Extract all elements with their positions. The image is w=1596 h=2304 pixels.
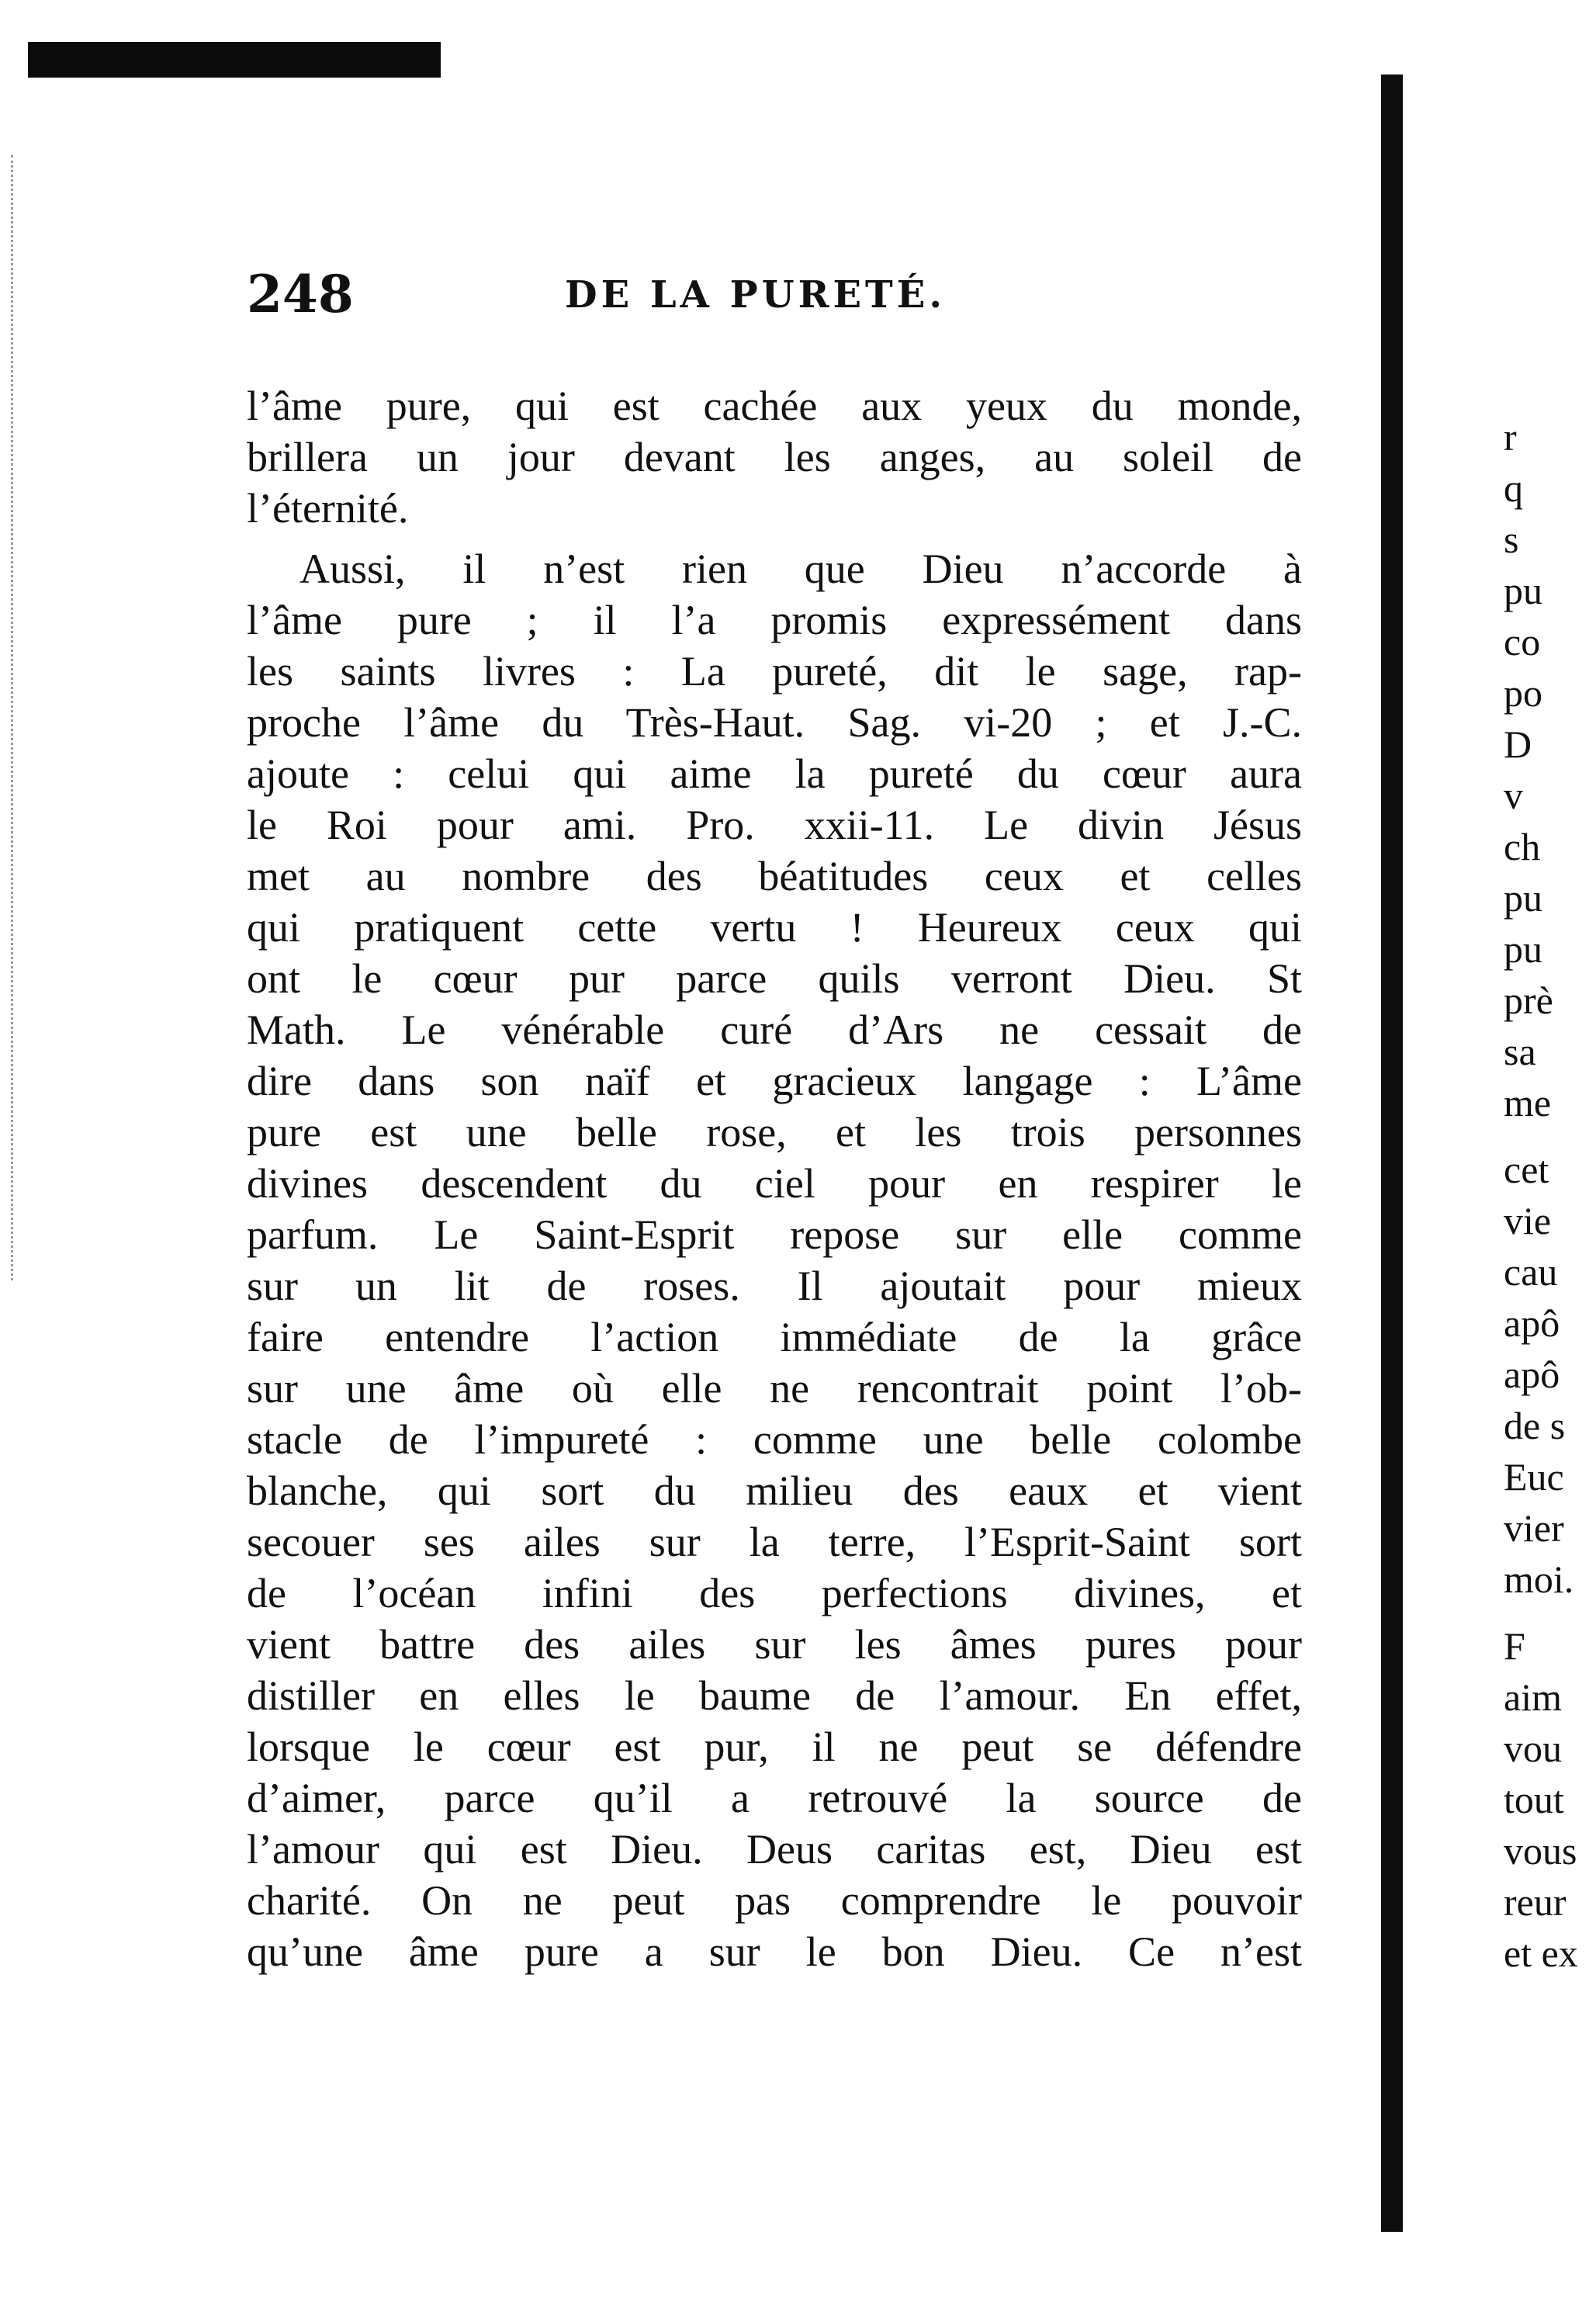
fragment-line: r	[1504, 415, 1517, 459]
paragraph-gap	[247, 534, 1302, 543]
text-line: Math. Le vénérable curé d’Ars ne cessait de	[247, 1006, 1302, 1053]
text-line: stacle de l’impureté : comme une belle colombe	[247, 1416, 1302, 1463]
text-line: ajoute : celui qui aime la pureté du cœur aura	[247, 750, 1302, 797]
fragment-line: ch	[1504, 825, 1541, 868]
text-line: l’amour qui est Dieu. Deus caritas est, Dieu est	[247, 1826, 1302, 1873]
text-line: d’aimer, parce qu’il a retrouvé la source de	[247, 1775, 1302, 1821]
text-line: proche l’âme du Très-Haut. Sag. vi-20 ; et J.-C.	[247, 699, 1302, 746]
fragment-line: D	[1504, 722, 1532, 766]
text-line: pure est une belle rose, et les trois personnes	[247, 1109, 1302, 1155]
fragment-line: vier	[1504, 1506, 1564, 1550]
text-line: vient battre des ailes sur les âmes pures pour	[247, 1621, 1302, 1668]
fragment-line: sa	[1504, 1030, 1536, 1073]
scan-edge-bar	[28, 42, 441, 78]
text-line: qui pratiquent cette vertu ! Heureux ceux qui	[247, 904, 1302, 951]
running-header	[247, 233, 1310, 326]
book-spine	[1381, 74, 1403, 2232]
text-line: l’éternité.	[247, 485, 409, 532]
facing-page-fragments	[1504, 411, 1596, 1979]
text-line: brillera un jour devant les anges, au soleil de	[247, 434, 1302, 480]
fragment-line: Euc	[1504, 1455, 1564, 1498]
fragment-gap	[1504, 1605, 1596, 1620]
text-line: met au nombre des béatitudes ceux et celles	[247, 853, 1302, 899]
text-line: dire dans son naïf et gracieux langage : L’âme	[247, 1058, 1302, 1104]
fragment-line: co	[1504, 620, 1541, 663]
text-line: faire entendre l’action immédiate de la grâce	[247, 1314, 1302, 1360]
fragment-line: aim	[1504, 1675, 1562, 1719]
book-page	[247, 233, 1310, 1975]
fragment-line: apô	[1504, 1301, 1560, 1345]
fragment-line: cet	[1504, 1148, 1549, 1191]
text-line: distiller en elles le baume de l’amour. En effet,	[247, 1672, 1302, 1719]
fragment-line: de s	[1504, 1404, 1566, 1447]
text-line: secouer ses ailes sur la terre, l’Esprit-Saint sort	[247, 1519, 1302, 1565]
fragment-line: moi.	[1504, 1557, 1574, 1601]
text-line: lorsque le cœur est pur, il ne peut se défendre	[247, 1724, 1302, 1770]
text-line: les saints livres : La pureté, dit le sage, rap-	[247, 648, 1302, 695]
fragment-line: reur	[1504, 1880, 1567, 1924]
text-line: de l’océan infini des perfections divines, et	[247, 1570, 1302, 1616]
text-line: parfum. Le Saint-Esprit repose sur elle comme	[247, 1211, 1302, 1258]
fragment-line: cau	[1504, 1250, 1558, 1294]
text-line: l’âme pure ; il l’a promis expressément dans	[247, 597, 1302, 643]
fragment-line: pu	[1504, 569, 1542, 612]
fragment-line: vie	[1504, 1199, 1552, 1242]
fragment-line: vou	[1504, 1727, 1562, 1770]
fragment-line: F	[1504, 1624, 1525, 1668]
fragment-line: tout	[1504, 1778, 1564, 1821]
gutter-marks	[11, 155, 19, 1280]
page-number: 248	[247, 264, 354, 324]
text-line: blanche, qui sort du milieu des eaux et vient	[247, 1467, 1302, 1514]
text-line: ont le cœur pur parce quils verront Dieu. St	[247, 955, 1302, 1002]
text-line: sur un lit de roses. Il ajoutait pour mieux	[247, 1263, 1302, 1309]
text-line: qu’une âme pure a sur le bon Dieu. Ce n’est	[247, 1928, 1302, 1975]
fragment-line: pu	[1504, 876, 1542, 920]
fragment-gap	[1504, 1128, 1596, 1144]
fragment-line: v	[1504, 774, 1523, 817]
chapter-title: DE LA PURETÉ.	[565, 273, 947, 317]
text-line: charité. On ne peut pas comprendre le pouvoir	[247, 1877, 1302, 1924]
fragment-line: vous	[1504, 1829, 1577, 1873]
text-line: sur une âme où elle ne rencontrait point l’ob-	[247, 1365, 1302, 1412]
fragment-line: q	[1504, 466, 1523, 510]
text-line: divines descendent du ciel pour en respirer le	[247, 1160, 1302, 1207]
fragment-line: pu	[1504, 927, 1542, 971]
text-line: le Roi pour ami. Pro. xxii-11. Le divin Jésus	[247, 802, 1302, 848]
fragment-line: me	[1504, 1081, 1552, 1124]
text-line: l’âme pure, qui est cachée aux yeux du monde,	[247, 383, 1302, 429]
fragment-line: prè	[1504, 979, 1553, 1022]
fragment-line: apô	[1504, 1353, 1560, 1396]
text-line: Aussi, il n’est rien que Dieu n’accorde à	[299, 546, 1302, 592]
body-text	[247, 380, 1302, 1977]
fragment-line: s	[1504, 518, 1519, 561]
fragment-line: et ex	[1504, 1932, 1578, 1975]
fragment-line: po	[1504, 671, 1542, 715]
